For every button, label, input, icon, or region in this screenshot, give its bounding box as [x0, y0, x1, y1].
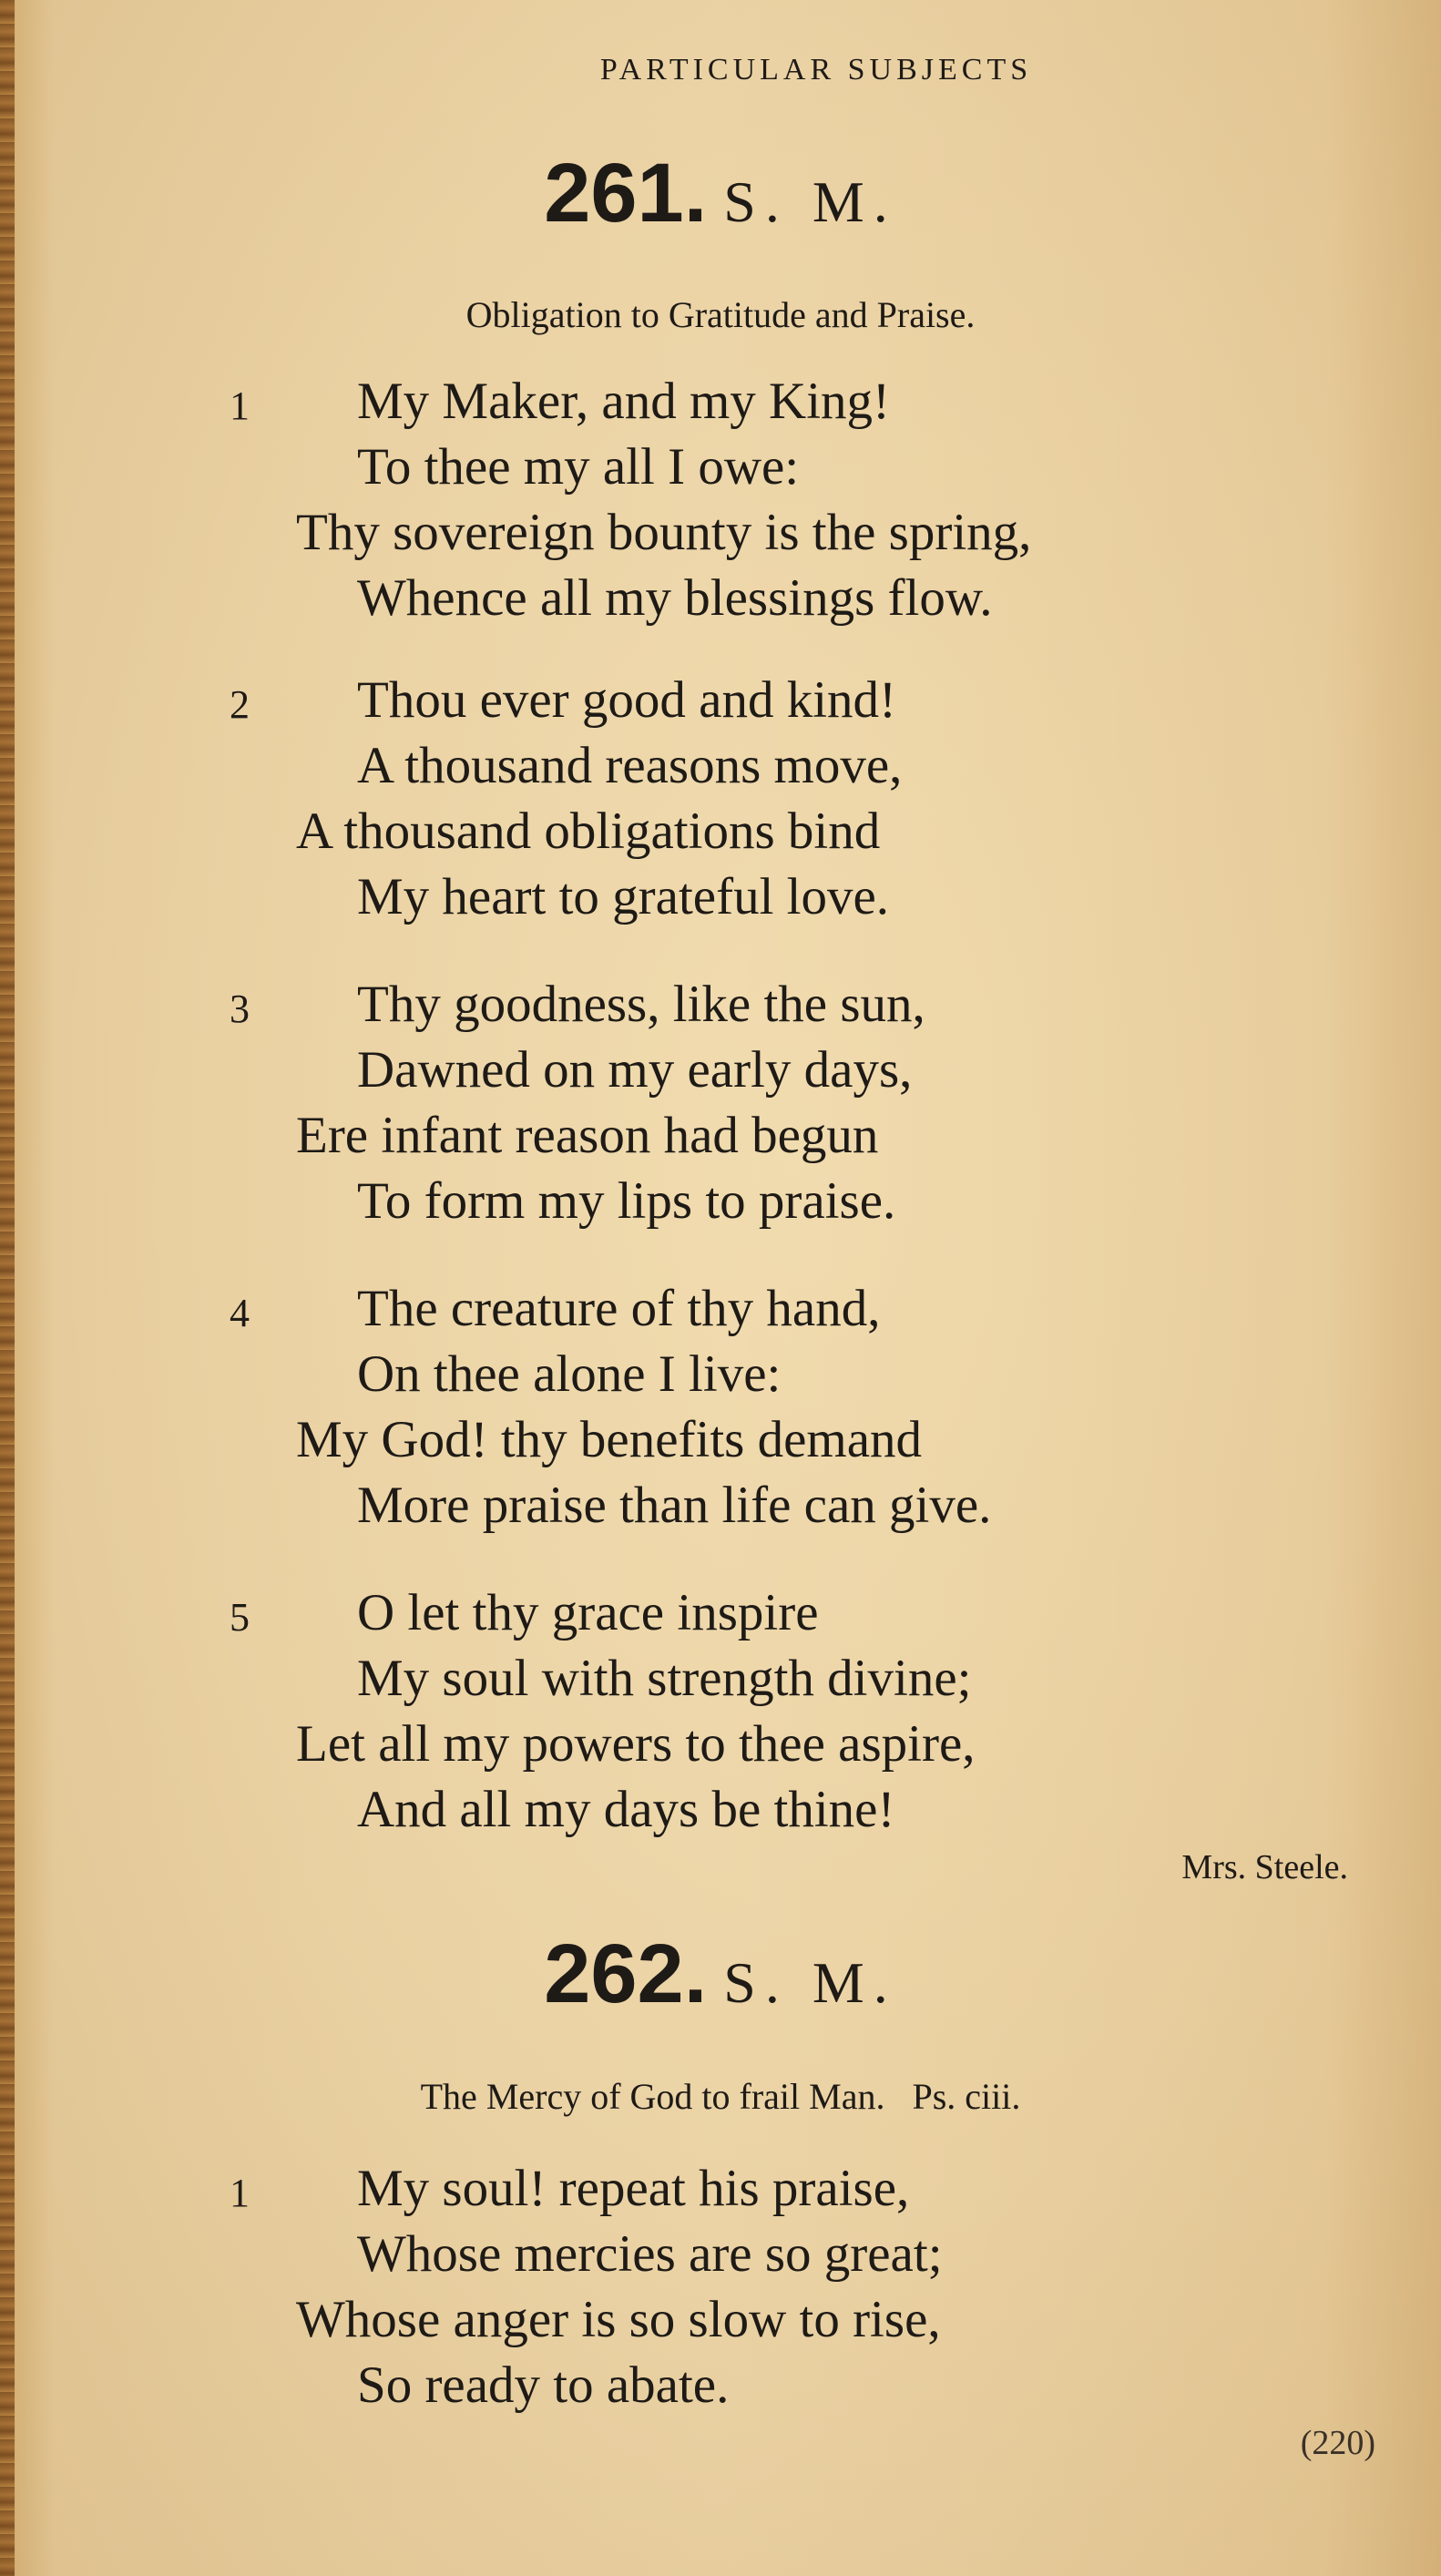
page-binding-edge — [0, 0, 15, 2576]
hymn-261-title: Obligation to Gratitude and Praise. — [465, 294, 976, 335]
verse-line: My heart to grateful love. — [357, 868, 890, 925]
page-number: (220) — [1300, 2424, 1375, 2462]
verse-line: To thee my all I owe: — [357, 438, 800, 496]
hymn-meter: S. M. — [723, 169, 897, 234]
hymn-262-title: The Mercy of God to frail Man. Ps. ciii. — [420, 2076, 1021, 2117]
hymn-attribution: Mrs. Steele. — [1181, 1848, 1348, 1886]
stanza-number: 3 — [230, 986, 250, 1031]
verse-line: Whose mercies are so great; — [357, 2225, 943, 2283]
verse-line: My soul! repeat his praise, — [357, 2160, 910, 2217]
verse-line: And all my days be thine! — [357, 1781, 895, 1838]
stanza-number: 1 — [230, 2171, 250, 2215]
hymn-261-heading — [0, 146, 1441, 241]
stanza-number: 5 — [230, 1595, 250, 1640]
verse-line: So ready to abate. — [357, 2356, 730, 2414]
verse-line: More praise than life can give. — [357, 1477, 992, 1534]
verse-line: Let all my powers to thee aspire, — [296, 1715, 976, 1773]
stanza-number: 1 — [230, 383, 250, 428]
verse-line: A thousand obligations bind — [296, 802, 881, 860]
stanza-number: 4 — [230, 1291, 250, 1335]
verse-line: My Maker, and my King! — [357, 373, 891, 430]
running-head: PARTICULAR SUBJECTS — [599, 53, 1033, 87]
verse-line: On thee alone I live: — [357, 1345, 782, 1403]
hymn-meter: S. M. — [723, 1950, 897, 2015]
verse-line: Thy goodness, like the sun, — [357, 976, 925, 1033]
hymn-262-heading — [0, 1927, 1441, 2022]
verse-line: Whose anger is so slow to rise, — [296, 2291, 941, 2348]
verse-line: A thousand reasons move, — [357, 737, 903, 794]
verse-line: O let thy grace inspire — [357, 1584, 819, 1641]
stanza-number: 2 — [230, 682, 250, 727]
verse-line: Thy sovereign bounty is the spring, — [296, 504, 1032, 561]
verse-line: To form my lips to praise. — [357, 1172, 896, 1230]
verse-line: My soul with strength divine; — [357, 1650, 972, 1707]
verse-line: The creature of thy hand, — [357, 1280, 881, 1337]
verse-line: Thou ever good and kind! — [357, 671, 897, 729]
verse-line: Dawned on my early days, — [357, 1041, 913, 1099]
hymn-number: 262. — [544, 1927, 708, 2020]
verse-line: Whence all my blessings flow. — [357, 569, 993, 627]
verse-line: Ere infant reason had begun — [296, 1107, 879, 1164]
verse-line: My God! thy benefits demand — [296, 1411, 923, 1468]
hymn-number: 261. — [544, 147, 708, 240]
